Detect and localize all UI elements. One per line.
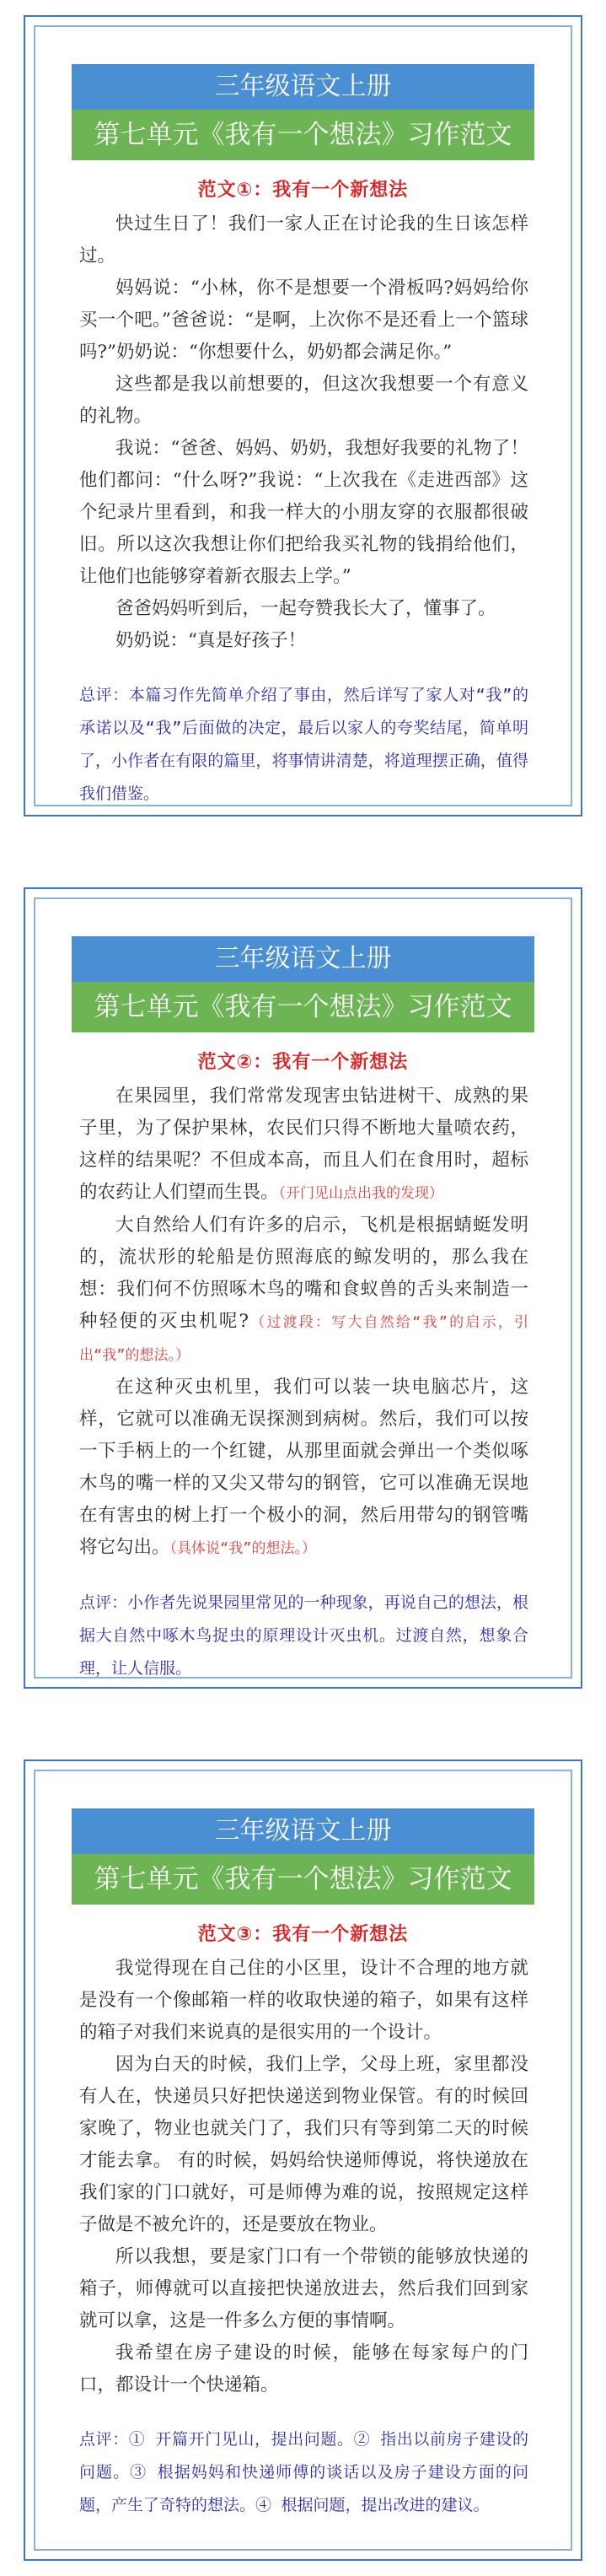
essay-paragraph — [79, 1210, 528, 1372]
essay-comment: 点评：小作者先说果园里常见的一种现象，再说自己的想法，根据大自然中啄木鸟捉虫的原理设计灭虫机。过渡自然，想象合理，让人信服。 — [79, 1593, 528, 1678]
essay-comment: 总评：本篇习作先简单介绍了事由，然后详写了家人对“我”的承诺以及“我”后面做的决定，最后以家人的夸奖结尾，简单明了，小作者在有限的篇里，将事情讲清楚，将道理摆正确，值得我们借鉴。 — [79, 686, 528, 803]
essay-paragraph: 爸爸妈妈听到后，一起夸赞我长大了，懂事了。 — [115, 598, 496, 619]
essay-card-1 — [24, 15, 582, 816]
unit-header: 第七单元《我有一个想法》习作范文 — [72, 982, 534, 1032]
essay-card-3 — [24, 1760, 582, 2561]
essay-body — [79, 1081, 528, 1565]
grade-header: 三年级语文上册 — [72, 1808, 534, 1854]
essay-paragraph — [79, 1372, 528, 1565]
essay-paragraph: 快过生日了！我们一家人正在讨论我的生日该怎样过。 — [79, 213, 528, 267]
essay-paragraph — [79, 1081, 528, 1210]
unit-header: 第七单元《我有一个想法》习作范文 — [72, 1854, 534, 1905]
essay-paragraph: 妈妈说：“小林，你不是想要一个滑板吗?妈妈给你买一个吧。”爸爸说：“是啊，上次你不是还看上一个篮球吗?”奶奶说：“你想要什么，奶奶都会满足你。” — [79, 278, 528, 363]
card-inner-border — [34, 1770, 572, 2551]
essay-paragraph: 我觉得现在自己住的小区里，设计不合理的地方就是没有一个像邮箱一样的收取快递的箱子，如果有这样的箱子对我们来说真的是很实用的一个设计。 — [79, 1958, 528, 2043]
essay-body — [79, 208, 528, 657]
card-inner-border — [34, 25, 572, 806]
essay-paragraph: 所以我想，要是家门口有一个带锁的能够放快递的箱子，师傅就可以直接把快递放进去，然后我们回到家就可以拿，这是一件多么方便的事情啊。 — [79, 2246, 528, 2331]
paragraph-text: 在这种灭虫机里，我们可以装一块电脑芯片，这样，它就可以准确无误探测到病树。然后，我们可以按一下手柄上的一个红键，从那里面就会弹出一个类似啄木鸟的嘴一样的又尖又带勾的钢管，它可以准确无误地在有害虫的树上打一个极小的洞，然后用带勾的钢管嘴将它勾出。 — [79, 1377, 528, 1558]
essay-paragraph: 我说：“爸爸、妈妈、奶奶，我想好我要的礼物了！他们都问：“什么呀?”我说：“上次我在《走进西部》这个纪录片里看到，和我一样大的小朋友穿的衣服都很破旧。所以这次我想让你们把给我买礼物的钱捐给他们，让他们也能够穿着新衣服去上学。” — [79, 438, 528, 587]
grade-header: 三年级语文上册 — [72, 936, 534, 982]
paragraph-annotation: （开门见山点出我的发现） — [278, 1185, 444, 1202]
paragraph-text: 大自然给人们有许多的启示，飞机是根据蜻蜓发明的，流状形的轮船是仿照海底的鲸发明的，那么我在想：我们何不仿照啄木鸟的嘴和食蚁兽的舌头来制造一种轻便的灭虫机呢? — [79, 1215, 528, 1332]
essay-title: 范文②：我有一个新想法 — [197, 1052, 409, 1073]
essay-title: 范文①：我有一个新想法 — [197, 180, 409, 201]
grade-header: 三年级语文上册 — [72, 64, 534, 110]
essay-paragraph: 我希望在房子建设的时候，能够在每家每户的门口，都设计一个快递箱。 — [79, 2342, 528, 2395]
card-inner-border — [34, 897, 572, 1679]
essay-body — [79, 1953, 528, 2401]
essay-paragraph: 这些都是我以前想要的，但这次我想要一个有意义的礼物。 — [79, 374, 528, 427]
essay-paragraph: 奶奶说：“真是好孩子！ — [115, 630, 306, 651]
paragraph-annotation: （过渡段：写大自然给“我”的启示，引出“我”的想法。） — [79, 1314, 528, 1364]
unit-header: 第七单元《我有一个想法》习作范文 — [72, 110, 534, 160]
essay-card-2 — [24, 887, 582, 1689]
essay-comment: 点评：① 开篇开门见山，提出问题。② 指出以前房子建设的问题。③ 根据妈妈和快递师傅的谈话以及房子建设方面的问题，产生了奇特的想法。④ 根据问题，提出改进的建议。 — [79, 2430, 528, 2514]
paragraph-annotation: （具体说“我”的想法。） — [169, 1540, 316, 1557]
essay-title: 范文③：我有一个新想法 — [197, 1924, 409, 1945]
paragraph-text: 在果园里，我们常常发现害虫钻进树干、成熟的果子里，为了保护果林，农民们只得不断地大量喷农药，这样的结果呢？不但成本高，而且人们在食用时，超标的农药让人们望而生畏。 — [79, 1086, 528, 1203]
essay-paragraph: 因为白天的时候，我们上学，父母上班，家里都没有人在，快递员只好把快递送到物业保管。有的时候回家晚了，物业也就关门了，我们只有等到第二天的时候才能去拿。 有的时候，妈妈给快递师傅说，将快递放在我们家的门口就好，可是师傅为难的说，按照规定这样子做是不被允许的，还是要放在物业。 — [79, 2054, 528, 2235]
